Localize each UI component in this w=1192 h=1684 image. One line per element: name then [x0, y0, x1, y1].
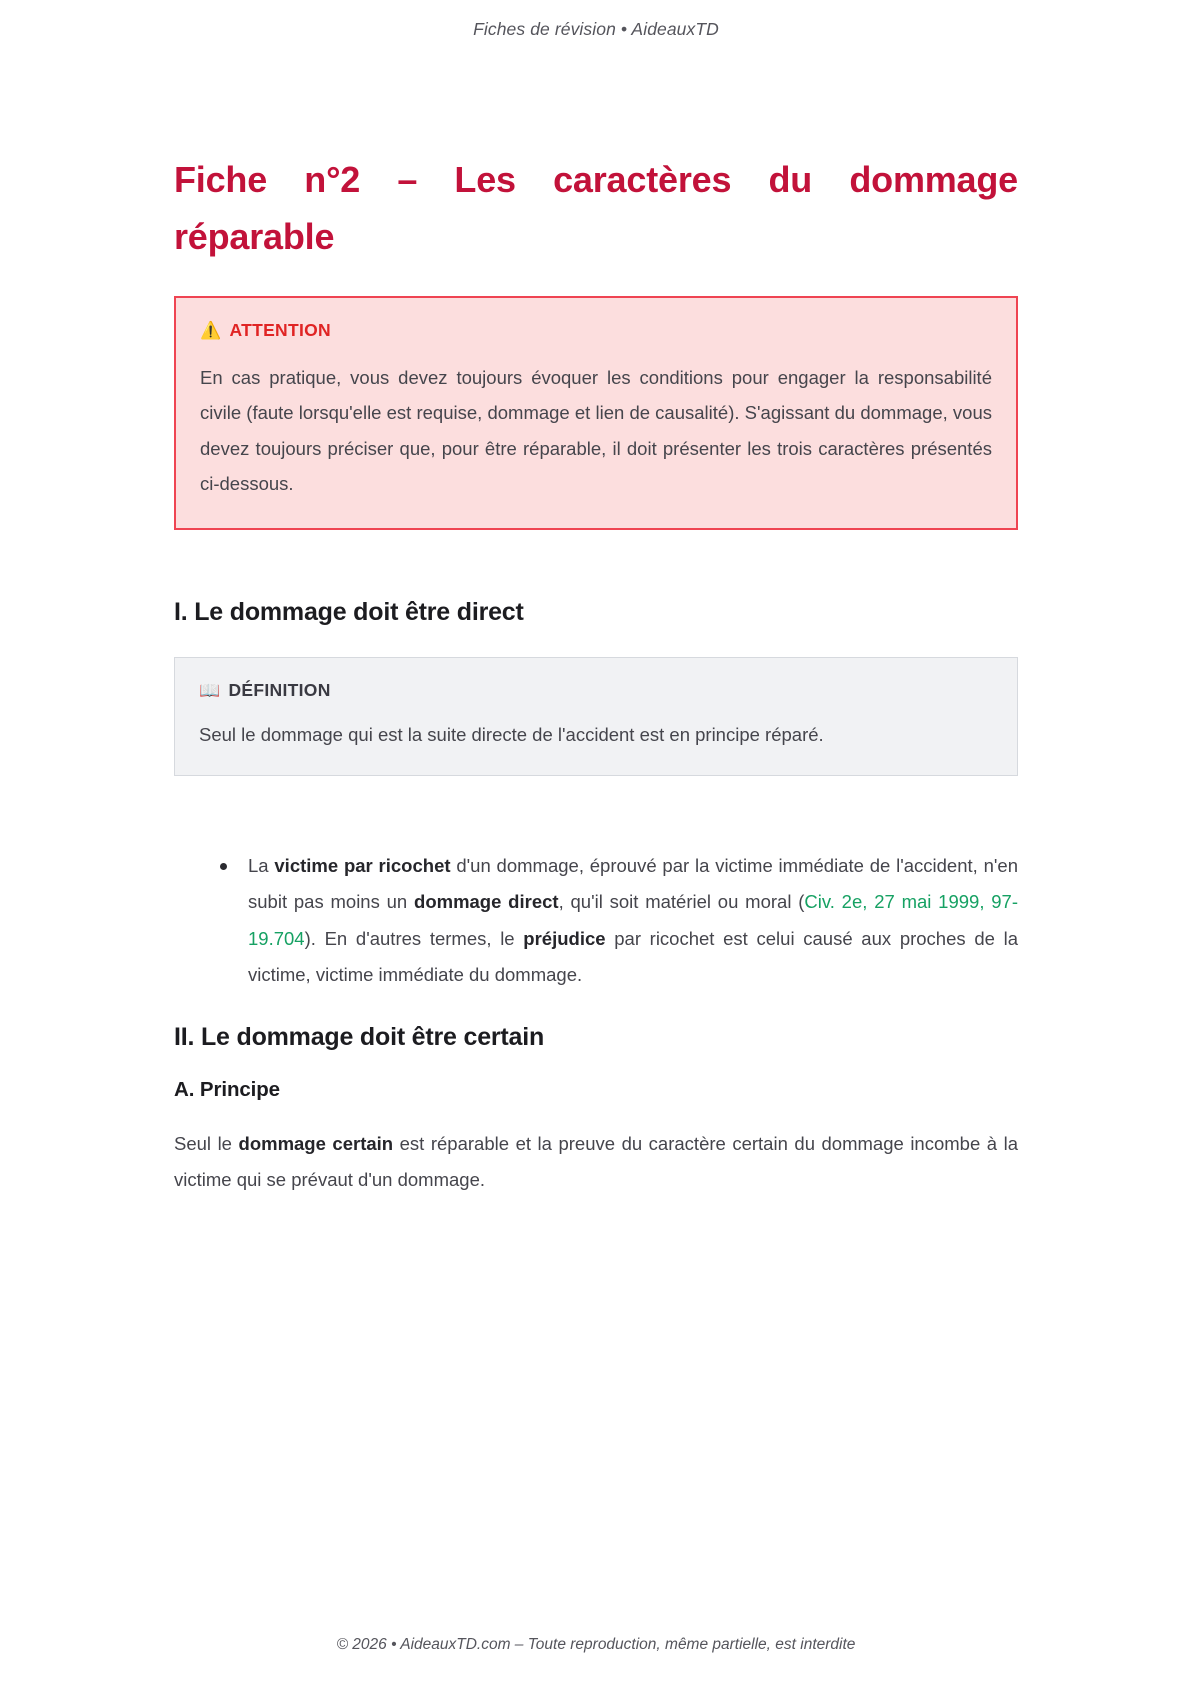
- section-heading-two: II. Le dommage doit être certain: [174, 1022, 545, 1051]
- bullet-list: [174, 848, 1018, 992]
- bullet-bold-victime: victime par ricochet: [274, 855, 451, 877]
- document-content: [174, 40, 1018, 1636]
- attention-callout-label: [200, 320, 992, 341]
- bullet-text-part1: La: [248, 855, 275, 877]
- paragraph-text-part2: est réparable et la preuve du caractère certain du dommage incombe à la victime qui se prévaut d'un dommage.: [174, 1132, 1019, 1190]
- running-footer: © 2026 • AideauxTD.com – Toute reproduction, même partielle, est interdite: [336, 1636, 856, 1653]
- case-citation: Civ. 2e, 27 mai 1999, 97-19.704: [248, 891, 1018, 949]
- attention-label-text: ATTENTION: [229, 319, 331, 340]
- page-title: Fiche n°2 – Les caractères du dommage réparable: [174, 159, 1018, 257]
- bullet-bold-dommage-direct: dommage direct: [414, 891, 559, 913]
- bullet-text-part5: par ricochet est celui causé aux proches de la victime, victime immédiate du dommage.: [248, 927, 1018, 985]
- attention-callout-body: En cas pratique, vous devez toujours évoquer les conditions pour engager la responsabilité civile (faute lorsqu'elle est requise, dommage et lien de causalité). S'agissant du dommage, vous devez toujours préciser que, pour être réparable, il doit présenter les trois caractères présentés ci-dessous.: [200, 366, 992, 495]
- definition-label-text: DÉFINITION: [228, 679, 331, 700]
- subsection-heading-a: A. Principe: [174, 1077, 280, 1101]
- section-heading-one: I. Le dommage doit être direct: [174, 597, 524, 626]
- bullet-text-part2: d'un dommage, éprouvé par la victime immédiate de l'accident, n'en subit pas moins un: [248, 855, 1018, 913]
- bullet-bold-prejudice: préjudice: [523, 927, 606, 949]
- running-header: Fiches de révision • AideauxTD: [473, 19, 719, 39]
- paragraph-bold-dommage-certain: dommage certain: [238, 1132, 394, 1154]
- paragraph-principe: [174, 1126, 1018, 1198]
- open-book-icon: 📖: [199, 680, 221, 700]
- bullet-text-part4: ). En d'autres termes, le: [304, 927, 524, 949]
- definition-callout-label: [199, 680, 993, 701]
- paragraph-text-part1: Seul le: [174, 1132, 239, 1154]
- definition-callout-body: Seul le dommage qui est la suite directe de l'accident est en principe réparé.: [199, 723, 824, 745]
- definition-callout: [174, 657, 1018, 777]
- attention-callout: [174, 296, 1018, 530]
- bullet-text-part3: , qu'il soit matériel ou moral (: [558, 891, 805, 913]
- warning-triangle-icon: ⚠️: [200, 320, 222, 340]
- list-item: [220, 848, 1018, 992]
